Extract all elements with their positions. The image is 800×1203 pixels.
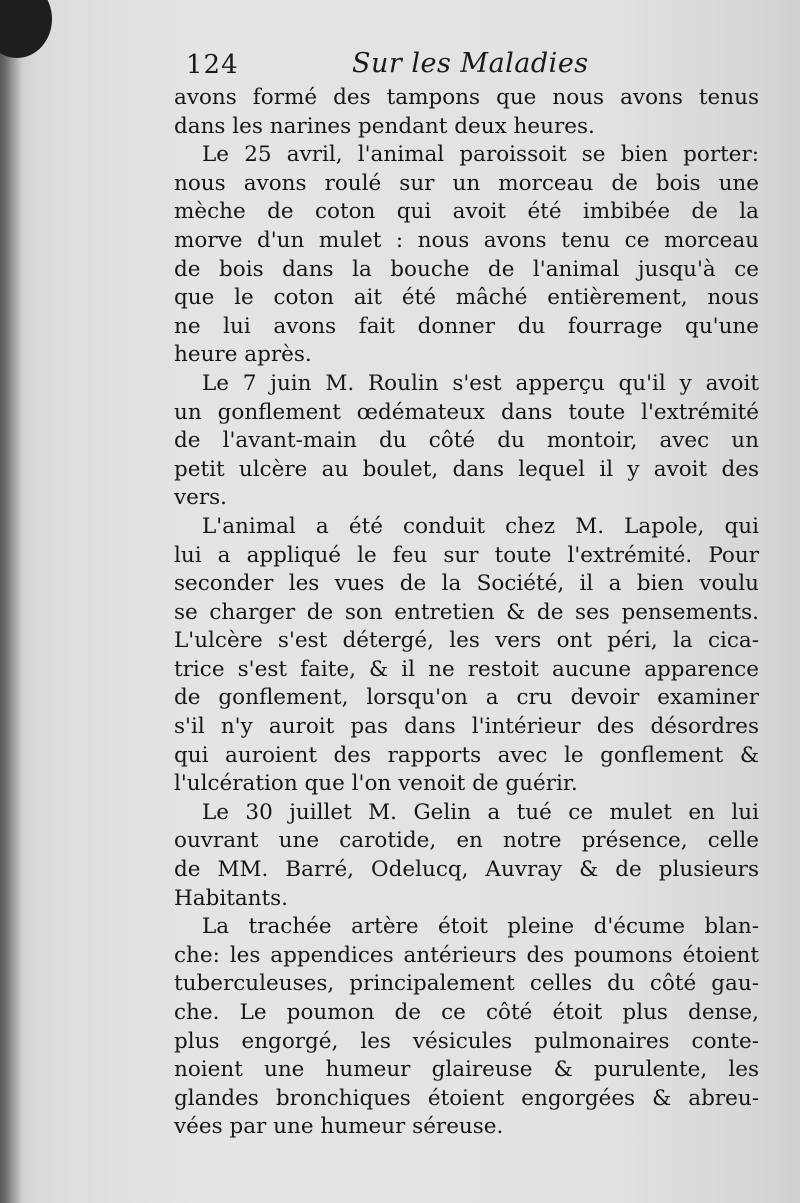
text-line: vées par une humeur séreuse. (174, 1114, 504, 1140)
text-line: un gonflement œdémateux dans toute l'extrémité (174, 399, 759, 425)
text-line: qui auroient des rapports avec le gonflement & (174, 742, 759, 768)
text-line: avons formé des tampons que nous avons tenus (174, 85, 759, 110)
text-line: dans les narines pendant deux heures. (174, 113, 595, 139)
text-line: heure après. (174, 342, 312, 368)
binding-shadow (0, 0, 22, 1203)
text-line: Habitants. (174, 885, 289, 911)
text-line: ne lui avons fait donner du fourrage qu'une (174, 313, 759, 339)
text-line: che. Le poumon de ce côté étoit plus dense, (174, 1000, 759, 1025)
text-line: noient une humeur glaireuse & purulente, les (174, 1057, 759, 1083)
text-line: trice s'est faite, & il ne restoit aucune apparence (174, 656, 759, 682)
text-line: lui a appliqué le feu sur toute l'extrémité. Pour (174, 542, 759, 568)
text-line: se charger de son entretien & de ses pensements. (174, 599, 759, 625)
text-line: seconder les vues de la Société, il a bien voulu (174, 571, 759, 597)
text-line: Le 30 juillet M. Gelin a tué ce mulet en lui (202, 799, 759, 825)
text-line: L'animal a été conduit chez M. Lapole, qui (202, 513, 759, 539)
page-number: 124 (186, 50, 239, 80)
text-line: de bois dans la bouche de l'animal jusqu'à ce (174, 256, 759, 282)
text-line: l'ulcération que l'on venoit de guérir. (174, 771, 578, 797)
text-line: de l'avant-main du côté du montoir, avec un (174, 428, 759, 454)
text-line: Le 25 avril, l'animal paroissoit se bien porter: (202, 142, 759, 168)
text-line: che: les appendices antérieurs des poumons étoient (174, 942, 759, 968)
text-line: de MM. Barré, Odelucq, Auvray & de plusieurs (174, 857, 759, 883)
text-line: plus engorgé, les vésicules pulmonaires conte- (174, 1028, 759, 1054)
text-line: de gonflement, lorsqu'on a cru devoir examiner (174, 685, 759, 711)
text-line: La trachée artère étoit pleine d'écume blan- (202, 914, 759, 940)
body-text (174, 84, 759, 1142)
text-line: petit ulcère au boulet, dans lequel il y avoit des (174, 456, 759, 482)
text-line: ouvrant une carotide, en notre présence, celle (174, 828, 759, 854)
page-header (180, 44, 780, 84)
text-line: que le coton ait été mâché entièrement, nous (174, 285, 759, 311)
text-line: glandes bronchiques étoient engorgées & abreu- (174, 1085, 759, 1111)
text-line: vers. (174, 485, 228, 511)
text-line: morve d'un mulet : nous avons tenu ce morceau (174, 227, 759, 253)
text-line: tuberculeuses, principalement celles du côté gau- (174, 971, 759, 997)
text-line: Le 7 juin M. Roulin s'est apperçu qu'il y avoit (202, 370, 759, 396)
text-line: nous avons roulé sur un morceau de bois une (174, 170, 759, 196)
text-line: s'il n'y auroit pas dans l'intérieur des désordres (174, 714, 759, 740)
text-line: L'ulcère s'est détergé, les vers ont péri, la cica- (174, 628, 759, 654)
corner-blot (0, 0, 52, 58)
running-title: Sur les Maladies (352, 48, 589, 79)
text-line: mèche de coton qui avoit été imbibée de la (174, 199, 759, 225)
